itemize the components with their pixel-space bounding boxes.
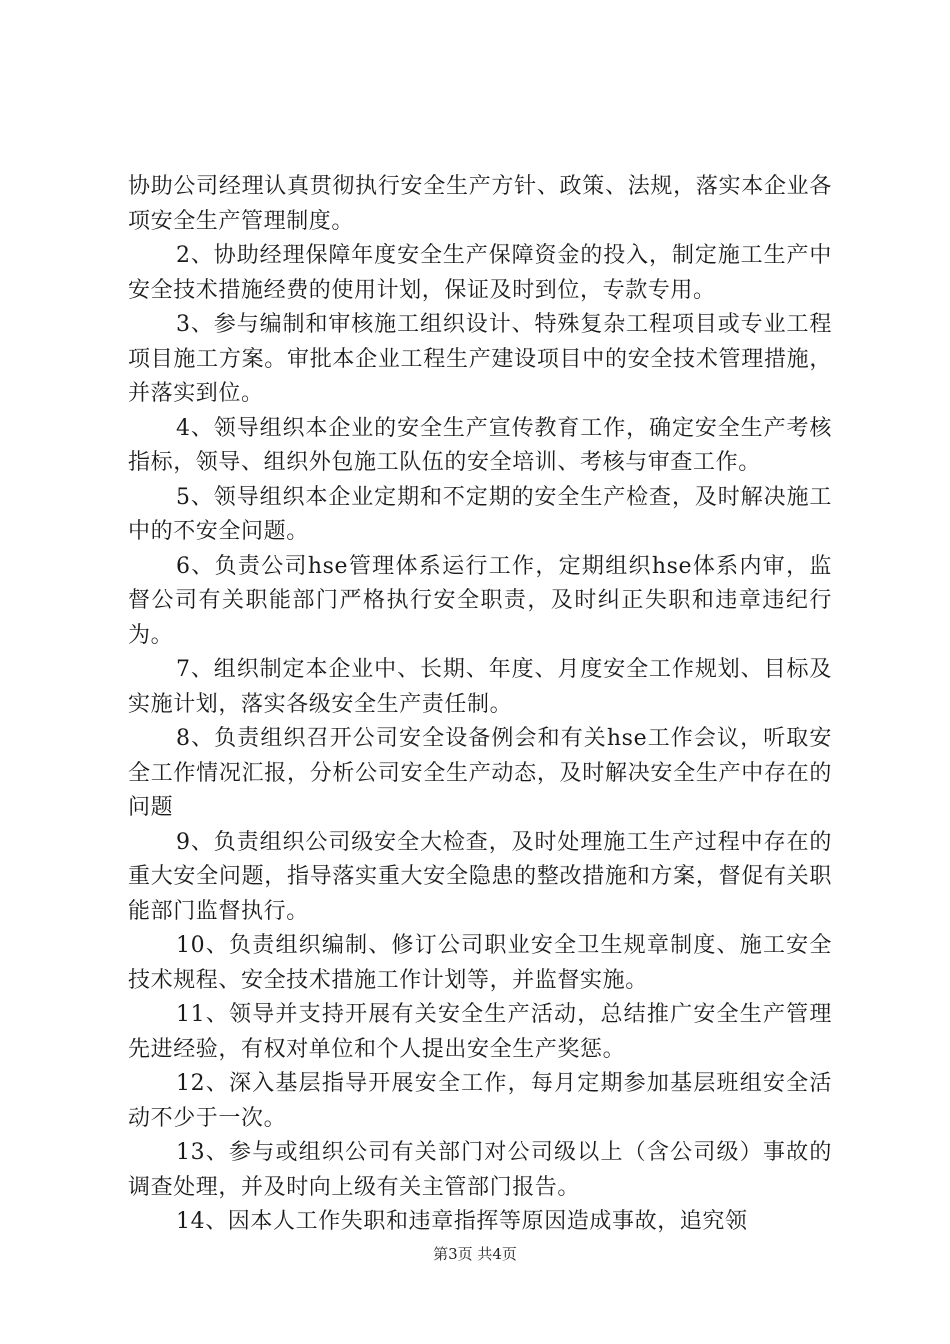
page-number-footer: 第3页 共4页 — [433, 1245, 517, 1263]
paragraph-item-12: 12、深入基层指导开展安全工作，每月定期参加基层班组安全活动不少于一次。 — [128, 1071, 832, 1131]
paragraph-item-14: 14、因本人工作失职和违章指挥等原因造成事故，追究领 — [176, 1209, 748, 1234]
paragraph-item-2: 2、协助经理保障年度安全生产保障资金的投入，制定施工生产中安全技术措施经费的使用计划，保证及时到位，专款专用。 — [128, 243, 832, 303]
document-body — [128, 170, 832, 1240]
paragraph-item-9: 9、负责组织公司级安全大检查，及时处理施工生产过程中存在的重大安全问题，指导落实重大安全隐患的整改措施和方案，督促有关职能部门监督执行。 — [128, 829, 832, 924]
paragraph-continuation: 协助公司经理认真贯彻执行安全生产方针、政策、法规，落实本企业各项安全生产管理制度。 — [128, 174, 832, 234]
paragraph-item-10: 10、负责组织编制、修订公司职业安全卫生规章制度、施工安全技术规程、安全技术措施工作计划等，并监督实施。 — [128, 933, 832, 993]
paragraph-item-13: 13、参与或组织公司有关部门对公司级以上（含公司级）事故的调查处理，并及时向上级有关主管部门报告。 — [128, 1140, 832, 1200]
paragraph-item-5: 5、领导组织本企业定期和不定期的安全生产检查，及时解决施工中的不安全问题。 — [128, 484, 832, 544]
paragraph-item-8: 8、负责组织召开公司安全设备例会和有关hse工作会议，听取安全工作情况汇报，分析公司安全生产动态，及时解决安全生产中存在的问题 — [128, 726, 832, 820]
paragraph-item-7: 7、组织制定本企业中、长期、年度、月度安全工作规划、目标及实施计划，落实各级安全生产责任制。 — [128, 657, 832, 717]
paragraph-item-6: 6、负责公司hse管理体系运行工作，定期组织hse体系内审，监督公司有关职能部门严格执行安全职责，及时纠正失职和违章违纪行为。 — [128, 553, 832, 648]
paragraph-item-4: 4、领导组织本企业的安全生产宣传教育工作，确定安全生产考核指标，领导、组织外包施工队伍的安全培训、考核与审查工作。 — [128, 415, 832, 475]
paragraph-item-3: 3、参与编制和审核施工组织设计、特殊复杂工程项目或专业工程项目施工方案。审批本企业工程生产建设项目中的安全技术管理措施，并落实到位。 — [128, 312, 832, 406]
paragraph-item-11: 11、领导并支持开展有关安全生产活动，总结推广安全生产管理先进经验，有权对单位和个人提出安全生产奖惩。 — [128, 1002, 832, 1062]
